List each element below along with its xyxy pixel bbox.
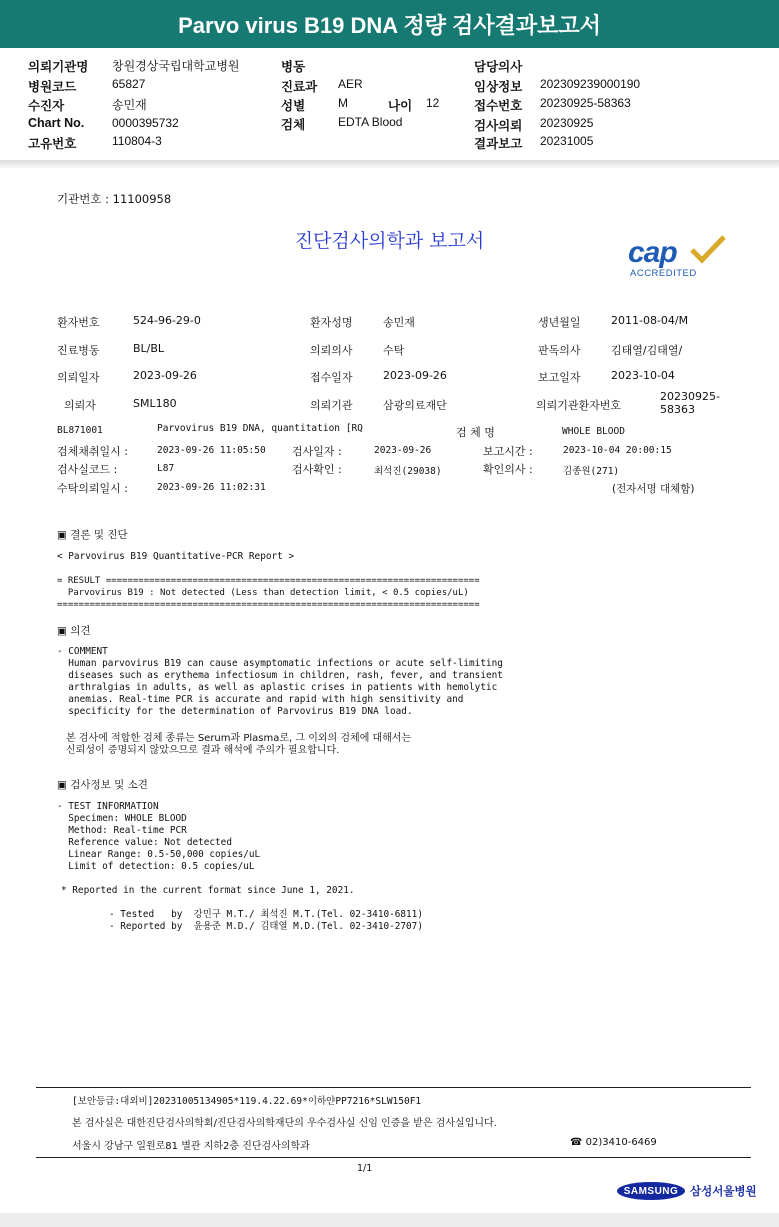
- checkmark-icon: [688, 234, 728, 264]
- header-label: 임상정보: [474, 80, 523, 94]
- info-label: 생년월일: [538, 316, 581, 329]
- korean-note-line: 신뢰성이 증명되지 않았으므로 결과 해석에 주의가 필요합니다.: [66, 745, 340, 756]
- info-value: 524-96-29-0: [133, 314, 201, 327]
- test-info-line: Reference value: Not detected: [57, 837, 232, 848]
- header-label: 결과보고: [474, 137, 523, 151]
- cap-accredited-logo: [628, 234, 728, 282]
- test-code: BL871001: [57, 425, 103, 436]
- info-label: 의뢰의사: [310, 344, 353, 357]
- specimen-label: 검 체 명: [456, 426, 495, 439]
- electronic-signature-note: (전자서명 대체함): [612, 483, 695, 495]
- page-number: 1/1: [357, 1163, 373, 1174]
- header-label: 검사의뢰: [474, 119, 523, 133]
- cap-logo-text: cap: [628, 236, 677, 269]
- info-value: 20230925-58363: [660, 390, 720, 416]
- section-heading-opinion: ▣ 의견: [57, 625, 91, 637]
- viewer-bottom-strip: [0, 1213, 779, 1227]
- meta-value: 2023-09-26 11:05:50: [157, 445, 266, 456]
- info-value: 수탁: [383, 344, 405, 357]
- info-label: 의뢰일자: [57, 371, 100, 384]
- info-label: 진료병동: [57, 344, 100, 357]
- header-value: 65827: [112, 77, 146, 91]
- header-value: EDTA Blood: [338, 115, 403, 129]
- security-line: [보안등급:대외비]20231005134905*119.4.22.69*이하얀PP7216*SLW150F1: [72, 1096, 422, 1107]
- meta-value: 2023-09-26 11:02:31: [157, 482, 266, 493]
- header-label: 담당의사: [474, 60, 523, 74]
- reported-by-line: - Reported by 윤용준 M.D./ 김태열 M.D.(Tel. 02-3410-2707): [109, 921, 423, 932]
- info-value: 2023-10-04: [611, 369, 675, 382]
- test-info-line: - TEST INFORMATION: [57, 801, 159, 812]
- info-value: 2023-09-26: [383, 369, 447, 382]
- result-line: = RESULT =====================================================================: [57, 576, 480, 586]
- header-value: 20231005: [540, 134, 594, 148]
- header-label: 진료과: [281, 80, 318, 94]
- header-label: 고유번호: [28, 137, 77, 151]
- footer-divider: [36, 1157, 751, 1158]
- info-value: 2023-09-26: [133, 369, 197, 382]
- meta-value: 김종원(271): [563, 466, 620, 477]
- meta-label: 검체채취일시 :: [57, 445, 128, 458]
- test-info-line: Method: Real-time PCR: [57, 825, 187, 836]
- samsung-hospital-logo: [617, 1180, 757, 1202]
- meta-value: L87: [157, 463, 175, 474]
- header-label: Chart No.: [28, 116, 85, 130]
- meta-value: 최석진(29038): [374, 466, 442, 477]
- header-label: 병동: [281, 60, 306, 74]
- info-label: 환자성명: [310, 316, 353, 329]
- meta-label: 검사일자 :: [292, 445, 342, 458]
- info-value: 송민재: [383, 316, 415, 329]
- header-value: M: [338, 96, 348, 110]
- header-value: 202309239000190: [540, 77, 641, 91]
- header-value: 송민재: [112, 98, 147, 112]
- section-heading-test-info: ▣ 검사정보 및 소견: [57, 779, 148, 791]
- header-value: 20230925-58363: [540, 96, 631, 110]
- test-info-line: Limit of detection: 0.5 copies/uL: [57, 861, 255, 872]
- tested-by-line: - Tested by 강민구 M.T./ 최석진 M.T.(Tel. 02-3410-6811): [109, 909, 423, 920]
- meta-label: 수탁의뢰일시 :: [57, 482, 128, 495]
- info-label: 의뢰기관환자번호: [536, 399, 622, 412]
- header-label: 의뢰기관명: [28, 60, 89, 74]
- header-value: 창원경상국립대학교병원: [112, 59, 240, 73]
- info-label: 의뢰자: [64, 399, 96, 412]
- report-title: Parvo virus B19 DNA 정량 검사결과보고서: [0, 0, 779, 48]
- info-label: 접수일자: [310, 371, 353, 384]
- result-line: Parvovirus B19 : Not detected (Less than detection limit, < 0.5 copies/uL): [57, 588, 469, 598]
- samsung-brand: SAMSUNG: [617, 1182, 685, 1200]
- meta-value: 2023-09-26: [374, 445, 432, 456]
- result-line: ==============================================================================: [57, 600, 480, 610]
- certification-statement: 본 검사실은 대한진단검사의학회/진단검사의학재단의 우수검사실 신임 인증을 받은 검사실입니다.: [72, 1118, 497, 1129]
- korean-note-line: 본 검사에 적합한 검체 종류는 Serum과 Plasma로, 그 이외의 검체에 대해서는: [66, 733, 412, 744]
- report-heading: 진단검사의학과 보고서: [294, 230, 485, 252]
- test-name: Parvovirus B19 DNA, quantitation [RQ: [157, 423, 363, 434]
- info-label: 판독의사: [538, 344, 581, 357]
- meta-value: 2023-10-04 20:00:15: [563, 445, 672, 456]
- lab-address: 서울시 강남구 일원로81 별관 지하2층 진단검사의학과: [72, 1141, 310, 1152]
- comment-line: Human parvovirus B19 can cause asymptomatic infections or acute self-limiting: [57, 658, 503, 669]
- meta-label: 확인의사 :: [483, 463, 533, 476]
- header-label: 접수번호: [474, 99, 523, 113]
- cap-logo-subtext: ACCREDITED: [630, 268, 697, 279]
- comment-line: - COMMENT: [57, 646, 108, 657]
- header-value: AER: [338, 77, 363, 91]
- test-info-line: Linear Range: 0.5-50,000 copies/uL: [57, 849, 261, 860]
- header-label: 검체: [281, 118, 306, 132]
- report-name: < Parvovirus B19 Quantitative-PCR Report >: [57, 551, 295, 562]
- header-value: 0000395732: [112, 116, 179, 130]
- meta-label: 보고시간 :: [483, 445, 533, 458]
- test-info-line: Specimen: WHOLE BLOOD: [57, 813, 187, 824]
- header-label: 성별: [281, 99, 306, 113]
- info-value: SML180: [133, 397, 177, 410]
- specimen-value: WHOLE BLOOD: [562, 426, 625, 437]
- info-value: 삼광의료재단: [383, 399, 447, 412]
- info-label: 의뢰기관: [310, 399, 353, 412]
- hospital-name: 삼성서울병원: [690, 1184, 757, 1198]
- comment-line: anemias. Real-time PCR is accurate and rapid with high sensitivity and: [57, 694, 464, 705]
- section-heading-conclusion: ▣ 결론 및 진단: [57, 529, 128, 541]
- info-label: 보고일자: [538, 371, 581, 384]
- header-label: 병원코드: [28, 80, 77, 94]
- institution-number: 기관번호 : 11100958: [57, 192, 172, 206]
- comment-line: diseases such as erythema infectiosum in children, rash, fever, and transient: [57, 670, 503, 681]
- meta-label: 검사확인 :: [292, 463, 342, 476]
- comment-line: arthralgias in adults, as well as aplastic crises in patients with hemolytic: [57, 682, 498, 693]
- header-value: 110804-3: [112, 134, 162, 148]
- reported-format-note: * Reported in the current format since June 1, 2021.: [61, 885, 355, 896]
- header-label: 수진자: [28, 99, 65, 113]
- footer-divider: [36, 1087, 751, 1088]
- header-value: 20230925: [540, 116, 594, 130]
- info-value: 2011-08-04/M: [611, 314, 689, 327]
- info-value: BL/BL: [133, 342, 165, 355]
- info-value: 김태열/김태열/: [611, 344, 683, 357]
- header-label: 나이: [388, 99, 413, 113]
- meta-label: 검사실코드 :: [57, 463, 118, 476]
- info-label: 환자번호: [57, 316, 100, 329]
- lab-phone: ☎ 02)3410-6469: [570, 1137, 657, 1148]
- header-divider: [0, 160, 779, 168]
- comment-line: specificity for the determination of Parvovirus B19 DNA load.: [57, 706, 413, 717]
- header-value: 12: [426, 96, 440, 110]
